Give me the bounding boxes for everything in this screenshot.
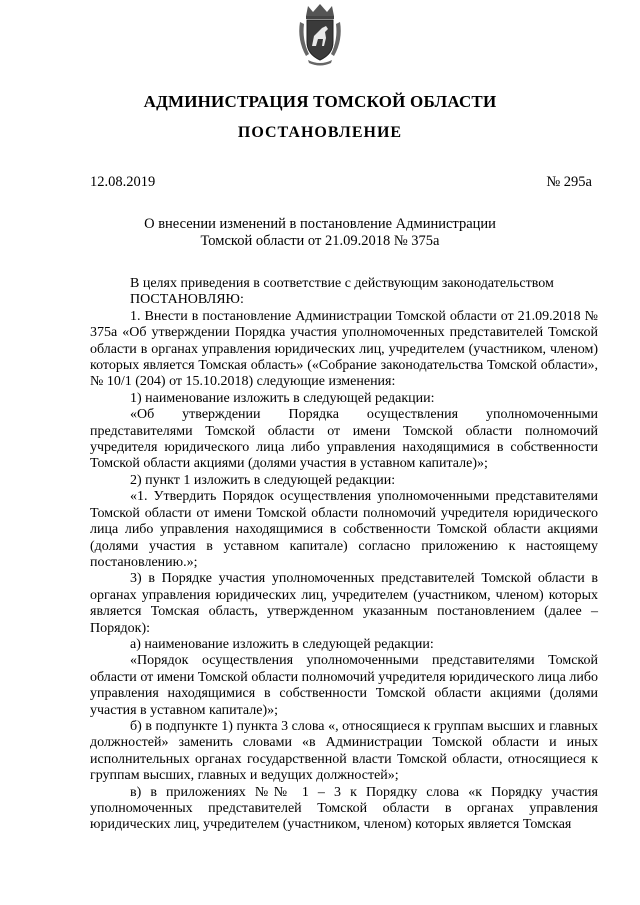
decree-word: ПОСТАНОВЛЯЮ: xyxy=(130,292,244,308)
paragraph-6: 3) в Порядке участия уполномоченных представителей Томской области в органах управления юридических лиц, учредителем (участником, членом) которых является Томская область, утвержденном указанным постановлением (далее – Порядок): xyxy=(90,571,598,636)
intro-paragraph: В целях приведения в соответствие с действующим законодательством xyxy=(130,276,554,291)
paragraph-3: «Об утверждении Порядка осуществления уполномоченными представителями Томской области от имени Томской области полномочий учредителя юридического лица либо управления находящимися в собственности Томской области акциями (долями участия в уставном капитале)»; xyxy=(90,407,598,472)
paragraph-4: 2) пункт 1 изложить в следующей редакции: xyxy=(130,472,396,488)
paragraph-10: в) в приложениях №№ 1 – 3 к Порядку слова «к Порядку участия уполномоченных представителей Томской области в органах управления юридических лиц, учредителем (участником, членом) которых является Томская xyxy=(90,784,598,833)
paragraph-5: «1. Утвердить Порядок осуществления уполномоченными представителями Томской области от имени Томской области полномочий учредителя юридического лица либо управления находящимися в собственности Томской области акциями (долями участия в уставном капитале) согласно приложению к настоящему постановлению.»; xyxy=(90,489,598,570)
document-date: 12.08.2019 xyxy=(90,174,156,190)
subject-line-1: О внесении изменений в постановление Администрации xyxy=(144,216,496,232)
paragraph-9: б) в подпункте 1) пункта 3 слова «, относящиеся к группам высших и главных должностей» заменить словами «в Администрации Томской области и иных исполнительных органах государственной власти Томской области, относящиеся к группам высших, главных и ведущих должностей»; xyxy=(90,718,598,784)
subject-line-2: Томской области от 21.09.2018 № 375а xyxy=(200,233,440,249)
coat-of-arms-icon xyxy=(296,2,344,66)
document-subject xyxy=(0,216,640,250)
document-body xyxy=(90,276,598,834)
document-number: № 295а xyxy=(546,174,592,190)
paragraph-7: а) наименование изложить в следующей редакции: xyxy=(130,636,434,652)
organization-title: АДМИНИСТРАЦИЯ ТОМСКОЙ ОБЛАСТИ xyxy=(143,92,497,111)
paragraph-2: 1) наименование изложить в следующей редакции: xyxy=(130,390,435,406)
paragraph-1: 1. Внести в постановление Администрации Томской области от 21.09.2018 № 375а «Об утверждении Порядка участия уполномоченных представителей Томской области в органах управления юридических лиц, учредителем (участником, членом) которых является Томская область» («Собрание законодательства Томской области», № 10/1 (204) от 15.10.2018) следующие изменения: xyxy=(90,308,598,390)
document-type: ПОСТАНОВЛЕНИЕ xyxy=(237,124,403,141)
paragraph-8: «Порядок осуществления уполномоченными представителями Томской области от имени Томской области полномочий учредителя юридического лица либо управления находящимися в собственности Томской области акциями (долями участия в уставном капитале)»; xyxy=(90,653,598,718)
